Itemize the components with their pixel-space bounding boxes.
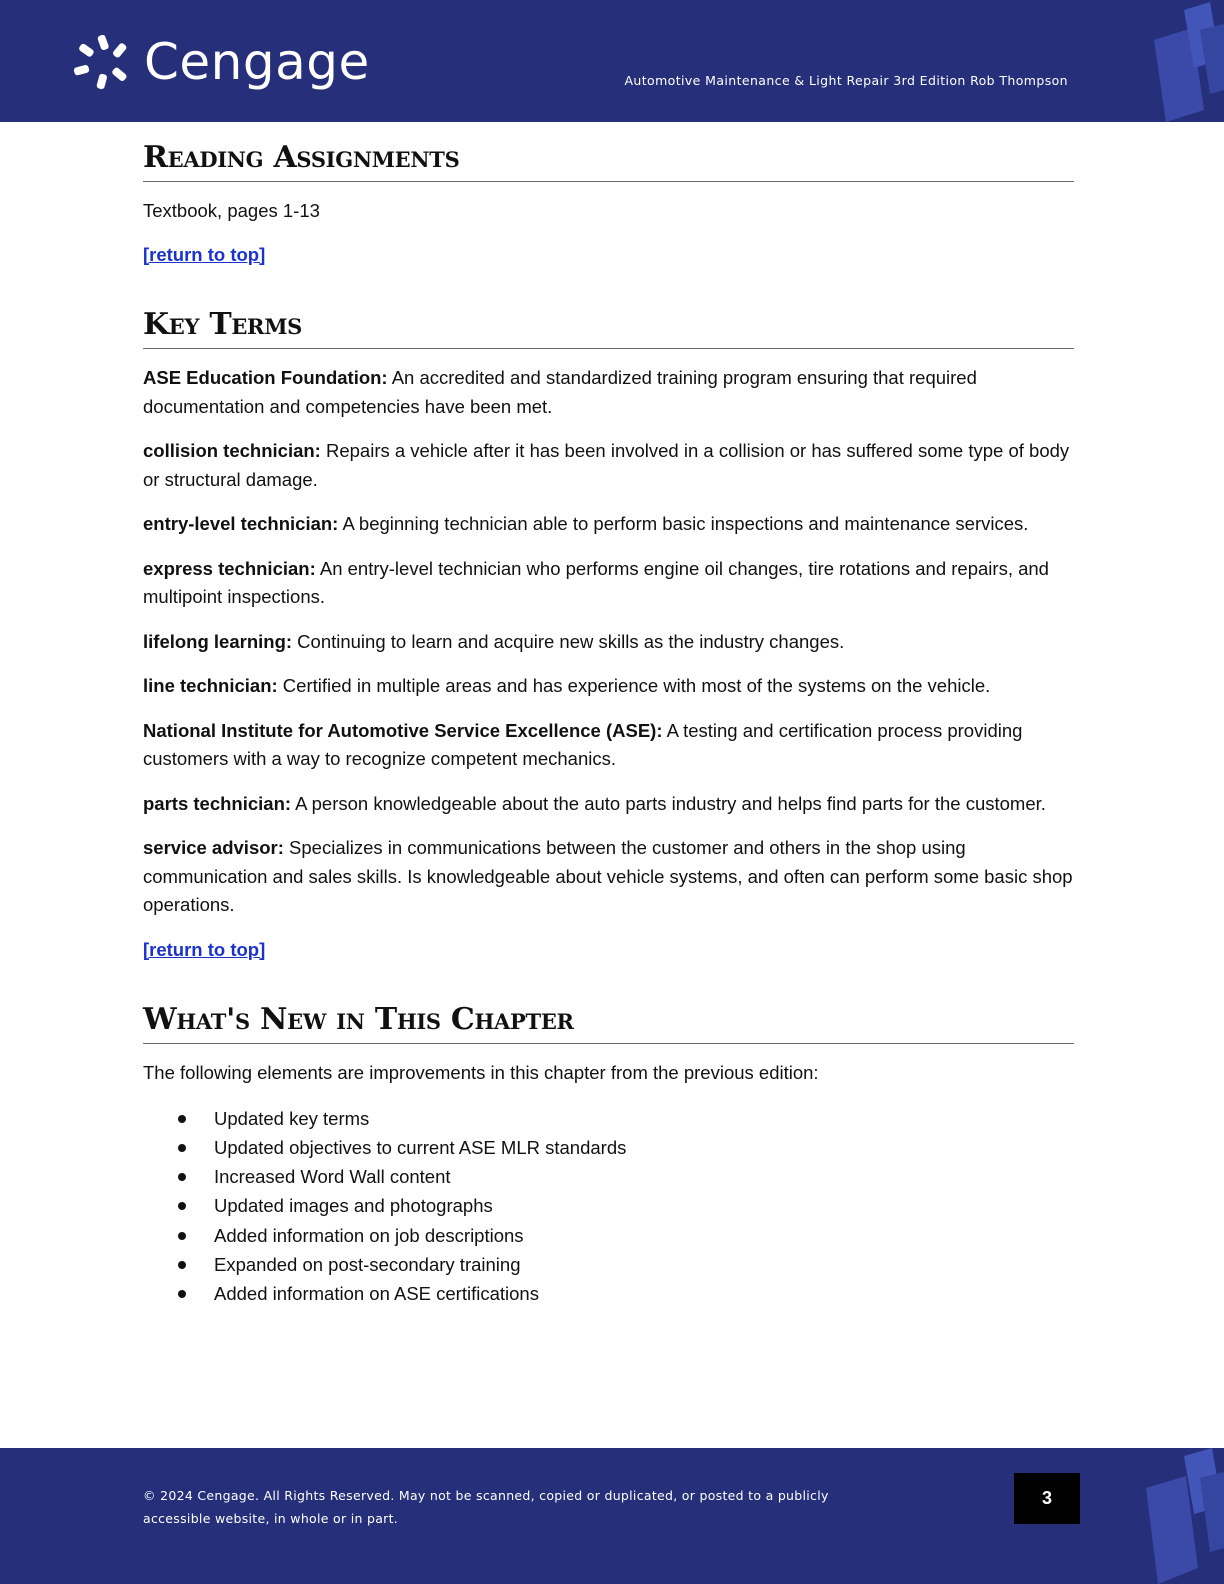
key-term-item <box>143 510 1074 539</box>
bullet-icon <box>178 1115 186 1123</box>
key-terms-list <box>143 364 1074 920</box>
key-term-name: collision technician: <box>143 440 321 461</box>
reading-assignment-text: Textbook, pages 1-13 <box>143 200 320 221</box>
key-term-item <box>143 437 1074 494</box>
book-title: Automotive Maintenance & Light Repair 3rd Edition Rob Thompson <box>624 73 1068 88</box>
key-term-name: National Institute for Automotive Service Excellence (ASE): <box>143 719 663 741</box>
brand-name: Cengage <box>144 33 370 91</box>
cengage-logo <box>72 30 370 94</box>
bullet-icon <box>178 1261 186 1269</box>
bullet-icon <box>178 1173 186 1181</box>
whats-new-intro: The following elements are improvements in this chapter from the previous edition: <box>143 1062 819 1083</box>
key-term-item <box>143 672 1074 701</box>
list-item: Updated objectives to current ASE MLR standards <box>143 1133 1074 1162</box>
page-number: 3 <box>1014 1473 1080 1524</box>
key-term-item <box>143 834 1074 920</box>
header-decoration-icon <box>1140 0 1224 122</box>
key-term-name: line technician: <box>143 675 278 696</box>
bullet-icon <box>178 1144 186 1152</box>
key-term-item <box>143 364 1074 421</box>
key-term-definition: An accredited and standardized training program ensuring that required documentation and competencies have been met. <box>143 367 977 417</box>
key-term-definition: Continuing to learn and acquire new skills as the industry changes. <box>292 630 845 652</box>
key-term-name: ASE Education Foundation: <box>143 367 388 388</box>
key-term-definition: A testing and certification process providing customers with a way to recognize competent mechanics. <box>143 719 1023 769</box>
key-term-item <box>143 790 1074 819</box>
bullet-icon <box>178 1232 186 1240</box>
key-term-definition: Specializes in communications between the customer and others in the shop using communication and sales skills. Is knowledgeable about vehicle systems, and often can perform some basic shop operations. <box>143 837 1073 915</box>
key-term-name: service advisor: <box>143 837 284 858</box>
list-item: Expanded on post-secondary training <box>143 1250 1074 1279</box>
whats-new-list <box>143 1104 1074 1309</box>
key-term-name: express technician: <box>143 557 316 579</box>
section-title-whats-new: What's New in This Chapter <box>143 1002 1074 1044</box>
key-term-name: entry-level technician: <box>143 513 339 534</box>
section-title-key-terms: Key Terms <box>143 307 1074 349</box>
key-term-definition: Repairs a vehicle after it has been involved in a collision or has suffered some type of body or structural damage. <box>143 440 1070 490</box>
key-term-definition: A person knowledgeable about the auto parts industry and helps find parts for the customer. <box>291 792 1046 814</box>
key-term-item <box>143 717 1074 774</box>
return-to-top-link[interactable]: [return to top] <box>143 938 266 960</box>
key-term-definition: Certified in multiple areas and has experience with most of the systems on the vehicle. <box>277 675 991 696</box>
key-term-definition: An entry-level technician who performs engine oil changes, tire rotations and repairs, and multipoint inspections. <box>143 557 1049 607</box>
section-title-reading-assignments: Reading Assignments <box>143 140 1074 182</box>
key-term-definition: A beginning technician able to perform basic inspections and maintenance services. <box>338 513 1029 534</box>
key-term-name: lifelong learning: <box>143 630 293 652</box>
list-item: Updated key terms <box>143 1104 1074 1133</box>
cengage-logo-icon <box>72 31 134 93</box>
key-term-name: parts technician: <box>143 792 292 814</box>
bullet-icon <box>178 1202 186 1210</box>
list-item: Increased Word Wall content <box>143 1162 1074 1191</box>
key-term-item <box>143 628 1074 657</box>
bullet-icon <box>178 1290 186 1298</box>
list-item: Updated images and photographs <box>143 1191 1074 1220</box>
list-item: Added information on ASE certifications <box>143 1279 1074 1308</box>
key-term-item <box>143 555 1074 612</box>
list-item: Added information on job descriptions <box>143 1221 1074 1250</box>
main-content <box>143 140 1074 1309</box>
return-to-top-link[interactable]: [return to top] <box>143 243 266 265</box>
footer-decoration-icon <box>1136 1448 1224 1584</box>
page-header <box>0 0 1224 122</box>
page-footer <box>0 1448 1224 1584</box>
copyright-notice: © 2024 Cengage. All Rights Reserved. May not be scanned, copied or duplicated, or posted to a publicly accessible website, in whole or in part. <box>143 1488 829 1526</box>
